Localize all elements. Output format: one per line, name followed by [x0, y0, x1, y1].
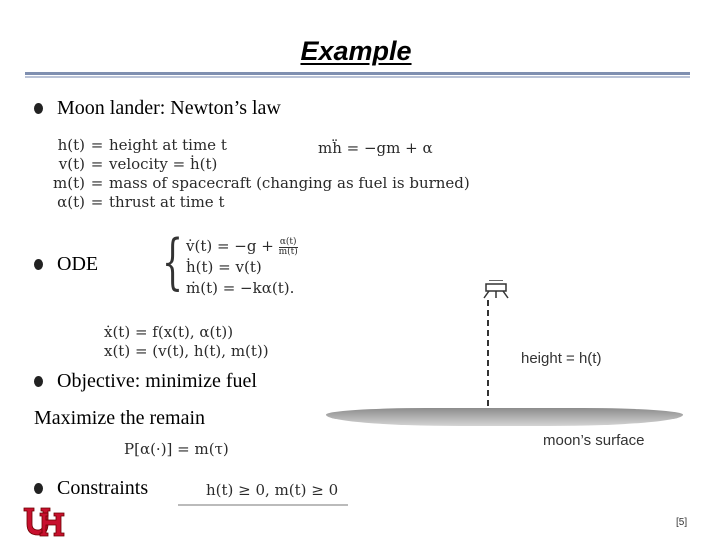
title-divider	[25, 72, 690, 75]
bullet-constraints-text: Constraints	[57, 477, 149, 499]
definition-row: m(t) = mass of spacecraft (changing as fuel is burned)	[53, 174, 470, 192]
title-divider-shadow	[25, 76, 690, 78]
definition-row: α(t) = thrust at time t	[57, 193, 225, 211]
constraints-equation: h(t) ≥ 0, m(t) ≥ 0	[206, 481, 339, 499]
surface-label: moon’s surface	[543, 432, 645, 449]
bullet-ode	[34, 253, 98, 276]
state-equations: ẋ(t) = f(x(t), α(t)) x(t) = (v(t), h(t), m(t))	[104, 323, 269, 360]
bullet-objective-text: Objective: minimize fuel	[57, 370, 257, 392]
ode-system	[186, 236, 298, 299]
ode-line-3: ṁ(t) = −kα(t).	[186, 279, 295, 297]
bullet-objective	[34, 370, 257, 393]
lander-icon	[480, 280, 512, 302]
university-logo	[23, 506, 67, 538]
bullet-ode-text: ODE	[57, 253, 99, 275]
bullet-moon-lander-text: Moon lander: Newton’s law	[57, 97, 281, 119]
bullet-dot	[34, 259, 43, 270]
page-number: [5]	[676, 517, 688, 528]
bullet-dot	[34, 483, 43, 494]
bullet-moon-lander	[34, 97, 281, 120]
newton-equation: mḧ = −gm + α	[318, 139, 433, 157]
performance-equation: P[α(·)] = m(τ)	[124, 440, 229, 458]
bullet-dot	[34, 103, 43, 114]
fraction: $\frac{\alpha(t)}{m(t)}$	[278, 236, 298, 257]
definition-row: v(t) = velocity = ḣ(t)	[58, 155, 218, 173]
ode-line-2: ḣ(t) = v(t)	[186, 258, 262, 276]
bullet-constraints	[34, 477, 148, 500]
slide-title: Example	[300, 36, 412, 66]
footer-divider	[178, 504, 348, 506]
moon-surface	[326, 408, 683, 426]
definition-row: h(t) = height at time t	[57, 136, 227, 154]
height-label: height = h(t)	[521, 350, 602, 367]
maximize-text: Maximize the remain	[34, 407, 206, 429]
height-line	[487, 300, 489, 406]
bullet-dot	[34, 376, 43, 387]
ode-line-1: v̇(t) = −g + $\frac{\alpha(t)}{m(t)}$	[186, 236, 298, 257]
ode-brace: {	[162, 227, 184, 297]
